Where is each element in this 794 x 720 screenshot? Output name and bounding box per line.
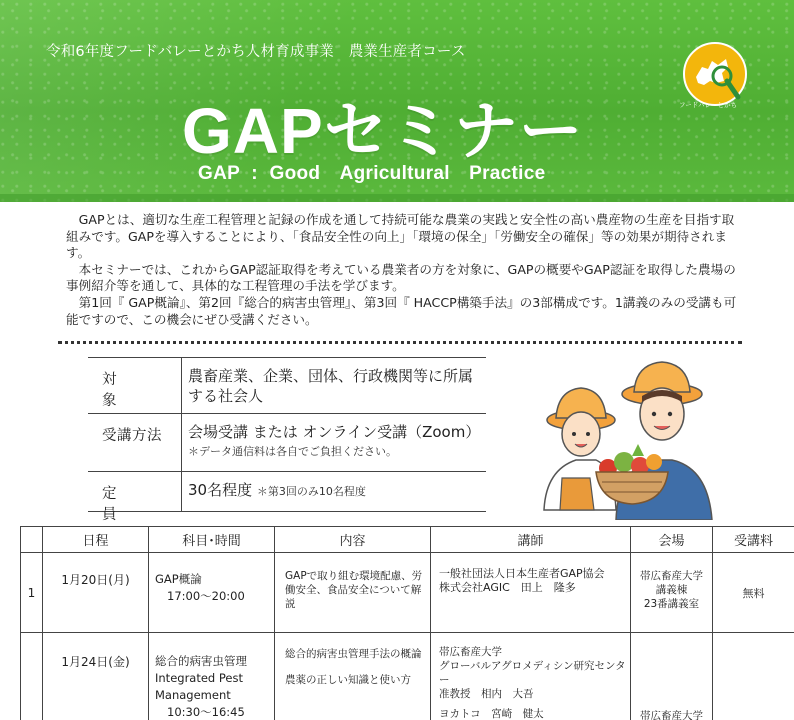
info-row-target bbox=[88, 358, 486, 414]
info-row-capacity bbox=[88, 472, 486, 523]
session-number bbox=[21, 633, 43, 720]
capacity-value: 30名程度 bbox=[188, 481, 253, 499]
subject-title: GAP概論 bbox=[155, 572, 202, 586]
venue-line: 23番講義室 bbox=[643, 598, 700, 610]
logo-caption: フードバレーとかち bbox=[679, 101, 738, 109]
intro-paragraph: 本セミナーでは、これからGAP認証取得を考えている農業者の方を対象に、GAPの概要やGAP認証を取得した農場の事例紹介等を通して、具体的な工程管理の手法を学びます。 bbox=[66, 261, 736, 294]
farmers-illustration-icon bbox=[536, 360, 716, 520]
schedule-table bbox=[20, 526, 794, 720]
session-venue bbox=[631, 553, 713, 633]
header-date: 日程 bbox=[43, 527, 149, 553]
venue-line: 講義棟 bbox=[655, 584, 688, 596]
target-label: 対 象 bbox=[88, 358, 182, 413]
venue-line: 帯広畜産大学 bbox=[640, 710, 703, 720]
content-line: 農薬の正しい知識と使い方 bbox=[285, 674, 411, 686]
schedule-header-row bbox=[21, 527, 794, 553]
header-venue: 会場 bbox=[631, 527, 713, 553]
header-content: 内容 bbox=[275, 527, 431, 553]
session-date: 1月20日(月) bbox=[43, 553, 149, 633]
intro-text bbox=[66, 212, 740, 328]
intro-paragraph: GAPとは、適切な生産工程管理と記録の作成を通して持続可能な農業の実践と安全性の高い農産物の生産を目指す取組みです。GAPを導入することにより、「食品安全性の向上」「環境の保全」「労働安全の確保」等の効果が期待されます。 bbox=[66, 212, 735, 261]
target-value: 農畜産業、企業、団体、行政機関等に所属する社会人 bbox=[188, 367, 474, 405]
subject-english: Integrated Pest bbox=[155, 671, 243, 685]
intro-paragraph: 第1回『 GAP概論』、第2回『総合的病害虫管理』、第3回『 HACCP構築手法』の3部構成です。1講義のみの受講も可能ですので、この機会にぜひ受講ください。 bbox=[66, 294, 737, 327]
lecturer-line: 株式会社AGIC 田上 隆多 bbox=[439, 581, 576, 594]
method-value-cell bbox=[182, 414, 486, 471]
method-note: ＊データ通信料は各自でご負担ください。 bbox=[188, 445, 397, 458]
table-row bbox=[21, 553, 794, 633]
session-subject bbox=[149, 553, 275, 633]
header-lecturer: 講師 bbox=[431, 527, 631, 553]
subject-time: 10:30～16:45 bbox=[167, 705, 245, 719]
session-content: GAPで取り組む環境配慮、労働安全、食品安全について解説 bbox=[275, 553, 431, 633]
table-row bbox=[21, 633, 794, 720]
session-lecturer bbox=[431, 553, 631, 633]
lecturer-line: ヨカトコ 宮崎 健太 bbox=[439, 708, 544, 720]
session-subject bbox=[149, 633, 275, 720]
session-lecturer bbox=[431, 633, 631, 720]
session-venue bbox=[631, 633, 713, 720]
lecturer-line: 一般社団法人日本生産者GAP協会 bbox=[439, 567, 605, 580]
subject-english: Management bbox=[155, 688, 231, 702]
capacity-note: ＊第3回のみ10名程度 bbox=[256, 485, 366, 498]
session-number: 1 bbox=[21, 553, 43, 633]
content-line: 総合的病害虫管理手法の概論 bbox=[285, 648, 422, 660]
lecturer-line: グローバルアグロメディシン研究センター bbox=[439, 660, 626, 686]
subject-time: 17:00～20:00 bbox=[167, 589, 245, 603]
foodvalley-logo-icon bbox=[682, 41, 748, 107]
session-content bbox=[275, 633, 431, 720]
header-banner bbox=[0, 0, 794, 202]
lecturer-line: 准教授 相内 大吾 bbox=[439, 688, 534, 700]
header-no bbox=[21, 527, 43, 553]
method-value: 会場受講 または オンライン受講（Zoom） bbox=[188, 423, 481, 441]
page-title: GAPセミナー bbox=[182, 95, 584, 167]
venue-line: 帯広畜産大学 bbox=[640, 570, 703, 582]
session-date: 1月24日(金) bbox=[43, 633, 149, 720]
header-fee: 受講料 bbox=[713, 527, 794, 553]
header-subject: 科目･時間 bbox=[149, 527, 275, 553]
capacity-value-cell bbox=[182, 472, 486, 511]
capacity-label: 定 員 bbox=[88, 472, 182, 511]
info-table bbox=[88, 357, 486, 523]
lecturer-line: 帯広畜産大学 bbox=[439, 646, 502, 658]
subject-title: 総合的病害虫管理 bbox=[155, 654, 247, 668]
program-line: 令和6年度フードバレーとかち人材育成事業 農業生産者コース bbox=[46, 44, 466, 60]
session-fee bbox=[713, 633, 794, 720]
gap-definition: GAP : Good Agricultural Practice bbox=[198, 163, 546, 184]
info-row-method bbox=[88, 414, 486, 472]
session-fee: 無料 bbox=[713, 553, 794, 633]
banner-strip bbox=[0, 194, 794, 202]
dotted-divider bbox=[58, 341, 742, 344]
method-label: 受講方法 bbox=[88, 414, 182, 471]
